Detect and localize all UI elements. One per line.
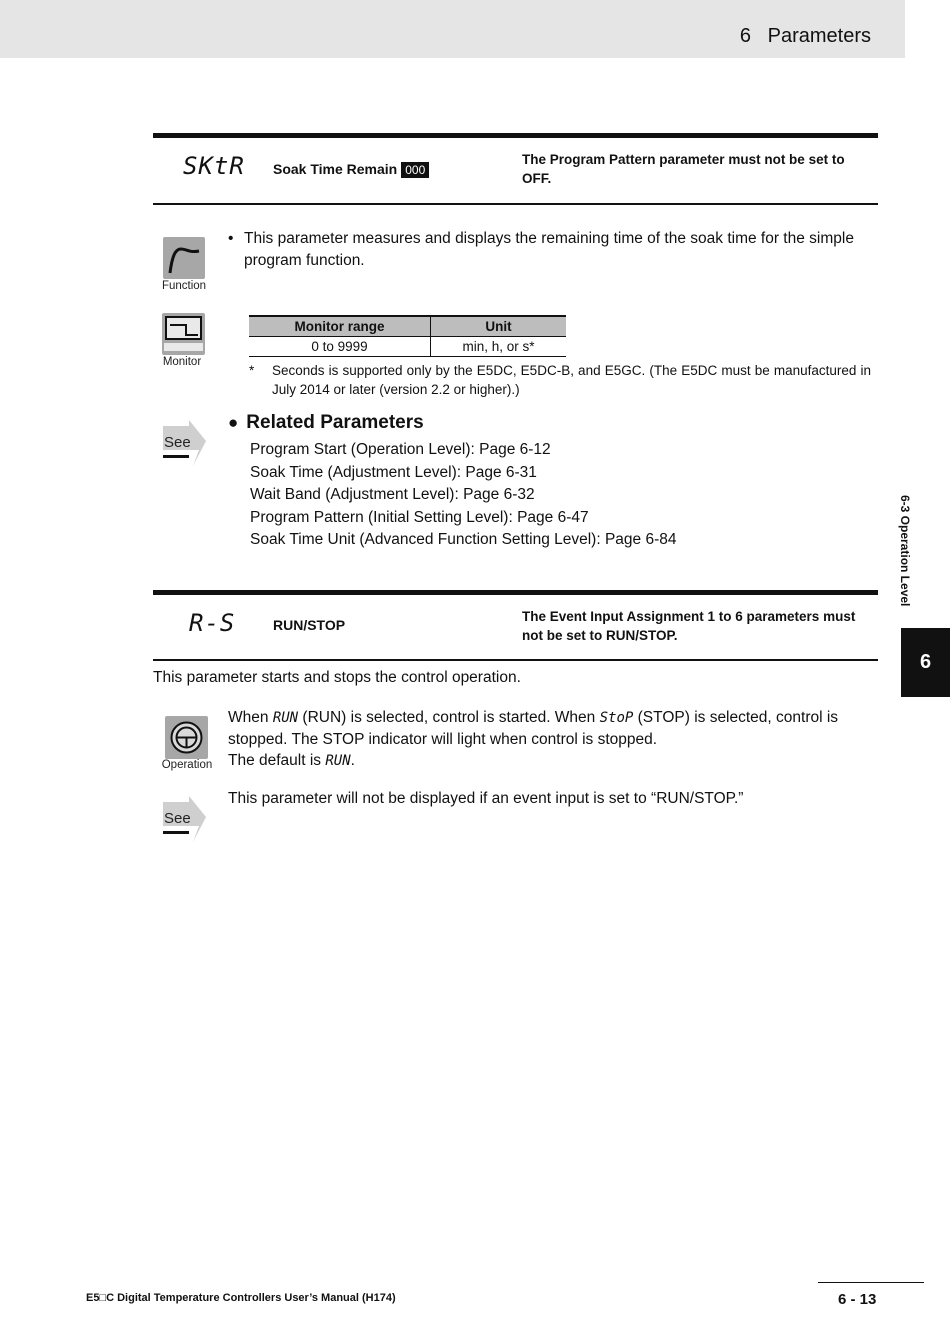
footnote-mark: * xyxy=(249,363,255,378)
monitor-icon-label: Monitor xyxy=(162,356,202,368)
operation-icon xyxy=(165,716,208,759)
related-link[interactable]: Soak Time Unit (Advanced Function Setting Level): Page 6-84 xyxy=(250,531,677,548)
header-title: Parameters xyxy=(767,25,871,47)
table-cell: min, h, or s* xyxy=(431,337,567,357)
bullet-icon: ● xyxy=(228,413,239,432)
related-link[interactable]: Wait Band (Adjustment Level): Page 6-32 xyxy=(250,486,535,503)
function-icon-label: Function xyxy=(161,280,207,292)
header-chapter: 6 xyxy=(739,25,751,47)
default-suffix: . xyxy=(350,752,355,769)
page-number: 6 - 13 xyxy=(838,1291,877,1308)
text-when: When xyxy=(228,709,269,726)
related-title: Related Parameters xyxy=(246,412,424,433)
default-line xyxy=(228,750,355,772)
table-header: Monitor range xyxy=(249,316,431,337)
section-side-label xyxy=(890,495,950,625)
section-rule xyxy=(153,590,878,595)
param-code: R-S xyxy=(189,609,236,637)
run-code: RUN xyxy=(272,710,299,726)
param-condition: The Event Input Assignment 1 to 6 parameters must not be set to RUN/STOP. xyxy=(522,609,856,643)
related-heading xyxy=(228,412,424,434)
text-run: (RUN) is selected, control is started. When xyxy=(302,709,596,726)
stop-code: StoP xyxy=(599,710,634,726)
related-link[interactable]: Soak Time (Adjustment Level): Page 6-31 xyxy=(250,463,537,481)
section-rule xyxy=(153,133,878,138)
see-label: See xyxy=(164,810,191,827)
function-description: • This parameter measures and displays the remaining time of the soak time for the simple program function. xyxy=(228,228,873,272)
param-badge: 000 xyxy=(401,162,429,178)
footnote xyxy=(249,361,871,399)
related-link[interactable]: Program Start (Operation Level): Page 6-12 xyxy=(250,441,551,458)
see-icon xyxy=(161,420,211,468)
monitor-table xyxy=(249,315,566,357)
function-icon xyxy=(163,237,205,279)
section-rule xyxy=(153,203,878,205)
default-prefix: The default is xyxy=(228,752,322,769)
text-stop: (STOP) is selected, control is stopped. The STOP indicator will light when control is stopped. xyxy=(228,709,839,748)
param-name: RUN/STOP xyxy=(273,617,346,633)
see-icon xyxy=(161,796,211,844)
param-condition: The Program Pattern parameter must not be set to OFF. xyxy=(522,152,845,186)
section-title: 6-3 Operation Level xyxy=(898,495,912,607)
related-link[interactable]: Program Pattern (Initial Setting Level): Page 6-47 xyxy=(250,508,589,526)
operation-description xyxy=(228,707,873,751)
section-rule xyxy=(153,659,878,661)
monitor-icon xyxy=(162,313,205,355)
operation-icon-label: Operation xyxy=(161,759,213,771)
see-note: This parameter will not be displayed if an event input is set to “RUN/STOP.” xyxy=(228,790,744,807)
table-header: Unit xyxy=(431,316,567,337)
related-list xyxy=(250,439,850,552)
chapter-tab-number: 6 xyxy=(919,651,932,673)
table-cell: 0 to 9999 xyxy=(249,337,431,357)
param-intro: This parameter starts and stops the control operation. xyxy=(153,669,521,686)
see-label: See xyxy=(164,434,191,451)
param-name: Soak Time Remain xyxy=(273,161,398,177)
chapter-tab[interactable] xyxy=(901,628,950,697)
footnote-text: Seconds is supported only by the E5DC, E5DC-B, and E5GC. (The E5DC must be manufactured in July 2014 or later (version 2.2 or higher).) xyxy=(272,363,871,397)
param-title xyxy=(273,161,429,178)
param-code: SKtR xyxy=(183,152,245,180)
function-text: This parameter measures and displays the remaining time of the soak time for the simple program function. xyxy=(244,230,854,269)
default-code: RUN xyxy=(325,753,351,769)
page-header xyxy=(740,25,871,48)
footer-manual: E5□C Digital Temperature Controllers User’s Manual (H174) xyxy=(86,1292,396,1304)
footer-rule xyxy=(818,1282,924,1283)
